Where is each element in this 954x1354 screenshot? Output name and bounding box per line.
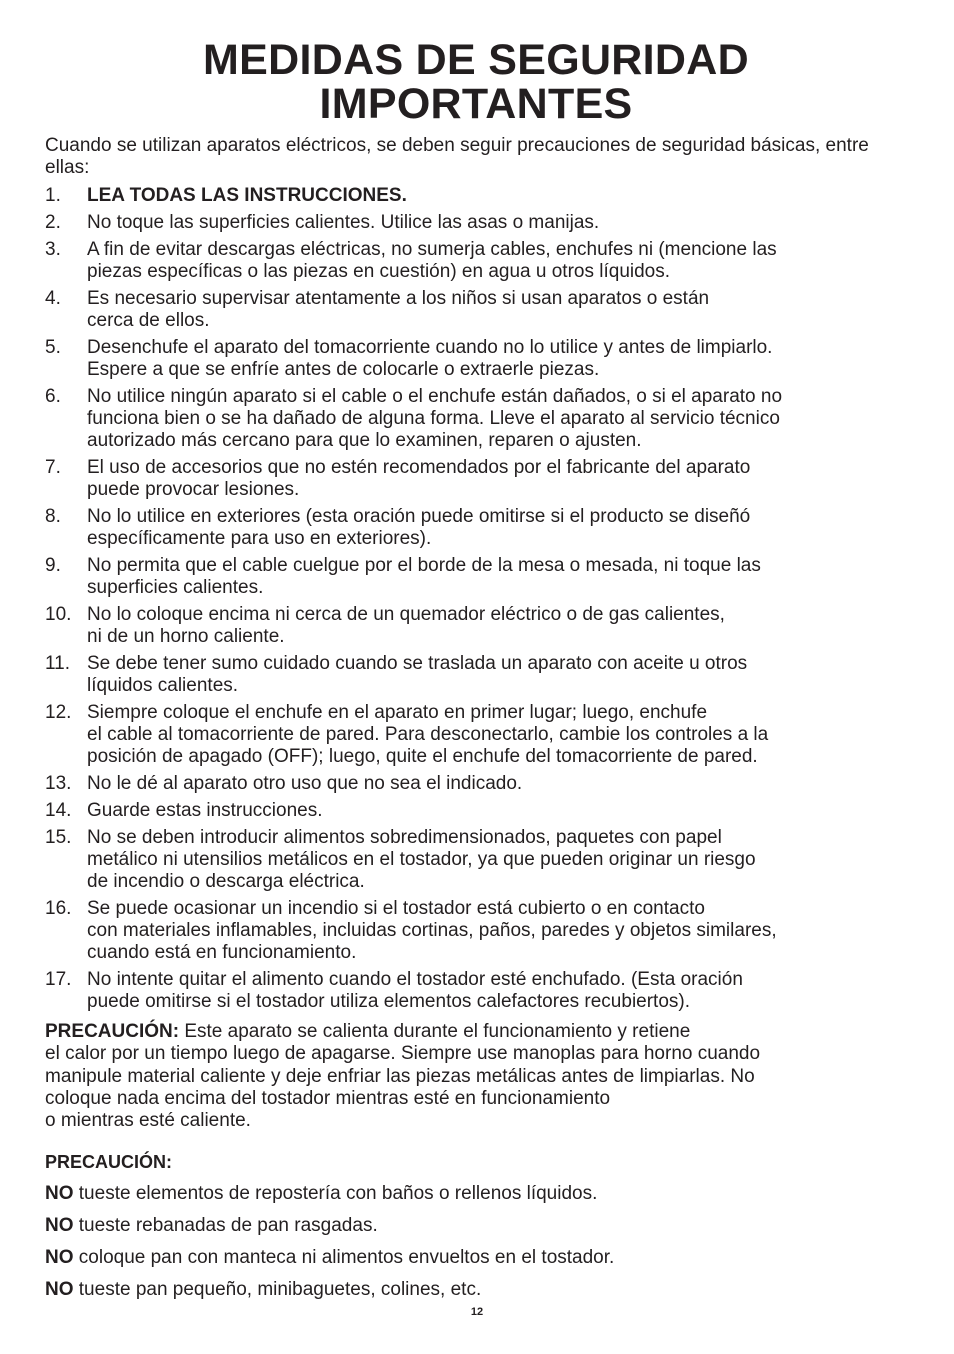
- no-keyword: NO: [45, 1215, 74, 1237]
- list-item-text: [87, 773, 522, 794]
- list-item-number: 9.: [45, 555, 61, 576]
- text-line: No se deben introducir alimentos sobredimensionados, paquetes con papel: [87, 827, 722, 848]
- text-line: manipule material caliente y deje enfriar las piezas metálicas antes de limpiarlas. No: [45, 1065, 755, 1087]
- text-line: coloque nada encima del tostador mientras esté en funcionamiento: [45, 1087, 611, 1109]
- no-item-text: tueste pan pequeño, minibaguetes, colines, etc.: [73, 1279, 482, 1301]
- text-line: Se puede ocasionar un incendio si el tostador está cubierto o en contacto: [87, 898, 705, 919]
- list-item-number: 4.: [45, 288, 61, 309]
- list-item-number: 3.: [45, 239, 61, 260]
- list-item: [45, 898, 907, 964]
- no-item-text: coloque pan con manteca ni alimentos envueltos en el tostador.: [73, 1247, 615, 1269]
- text-line: No le dé al aparato otro uso que no sea el indicado.: [87, 773, 523, 794]
- text-line: metálico ni utensilios metálicos en el tostador, ya que pueden originar un riesgo: [87, 849, 756, 870]
- no-item: [45, 1279, 907, 1301]
- list-item-text: [87, 604, 725, 647]
- no-list: [45, 1183, 907, 1301]
- page-number: 12: [470, 1306, 484, 1318]
- text-line: con materiales inflamables, incluidas cortinas, paños, paredes y objetos similares,: [87, 920, 777, 941]
- list-item: [45, 185, 907, 207]
- list-item-number: 15.: [45, 827, 72, 848]
- list-item-number: 5.: [45, 337, 61, 358]
- list-item-text: [87, 386, 782, 451]
- list-item-text: [87, 288, 709, 331]
- list-item-text: [87, 653, 747, 696]
- list-item: [45, 773, 907, 795]
- list-item-text: [87, 800, 323, 821]
- list-item: [45, 239, 907, 283]
- text-line: el calor por un tiempo luego de apagarse. Siempre use manoplas para horno cuando: [45, 1043, 761, 1065]
- list-item-number: 13.: [45, 773, 72, 794]
- text-line: LEA TODAS LAS INSTRUCCIONES.: [87, 185, 407, 206]
- page-title: [45, 38, 907, 126]
- text-line: específicamente para uso en exteriores).: [87, 528, 432, 549]
- list-item-text: [87, 212, 599, 233]
- intro-paragraph: Cuando se utilizan aparatos eléctricos, se deben seguir precauciones de seguridad básicas, entre ellas:: [45, 135, 869, 178]
- list-item: [45, 555, 907, 599]
- text-line: puede provocar lesiones.: [87, 479, 300, 500]
- caution-label: PRECAUCIÓN:: [45, 1021, 180, 1042]
- list-item: [45, 653, 907, 697]
- list-item: [45, 827, 907, 893]
- text-line: funciona bien o se ha dañado de alguna forma. Lleve el aparato al servicio técnico: [87, 408, 780, 429]
- list-item: [45, 604, 907, 648]
- no-item: [45, 1215, 907, 1237]
- list-item-number: 16.: [45, 898, 72, 919]
- list-item: [45, 386, 907, 452]
- text-line: No utilice ningún aparato si el cable o el enchufe están dañados, o si el aparato no: [87, 386, 783, 407]
- no-item: [45, 1247, 907, 1269]
- text-line: Este aparato se calienta durante el funcionamiento y retiene: [179, 1021, 691, 1042]
- text-line: Se debe tener sumo cuidado cuando se traslada un aparato con aceite u otros: [87, 653, 748, 674]
- text-line: Espere a que se enfríe antes de colocarle o extraerle piezas.: [87, 359, 600, 380]
- list-item-number: 7.: [45, 457, 61, 478]
- list-item: [45, 702, 907, 768]
- text-line: posición de apagado (OFF); luego, quite el enchufe del tomacorriente de pared.: [87, 746, 758, 767]
- text-line: Guarde estas instrucciones.: [87, 800, 323, 821]
- text-line: piezas específicas o las piezas en cuestión) en agua u otros líquidos.: [87, 261, 671, 282]
- text-line: No lo utilice en exteriores (esta oración puede omitirse si el producto se diseñó: [87, 506, 751, 527]
- no-keyword: NO: [45, 1247, 74, 1269]
- list-item-number: 6.: [45, 386, 61, 407]
- list-item-number: 1.: [45, 185, 61, 206]
- list-item: [45, 506, 907, 550]
- no-keyword: NO: [45, 1279, 74, 1301]
- list-item-text: [87, 898, 777, 963]
- list-item-text: [87, 337, 772, 380]
- list-item-number: 17.: [45, 969, 72, 990]
- text-line: de incendio o descarga eléctrica.: [87, 871, 365, 892]
- document-page: [45, 38, 907, 1301]
- list-item-text: [87, 702, 768, 767]
- caution-paragraph-1: [45, 1021, 907, 1132]
- list-item-number: 2.: [45, 212, 61, 233]
- title-line-2: IMPORTANTES: [319, 80, 633, 128]
- text-line: puede omitirse si el tostador utiliza elementos calefactores recubiertos).: [87, 991, 691, 1012]
- text-line: ni de un horno caliente.: [87, 626, 285, 647]
- text-line: Desenchufe el aparato del tomacorriente cuando no lo utilice y antes de limpiarlo.: [87, 337, 773, 358]
- list-item: [45, 337, 907, 381]
- text-line: cuando está en funcionamiento.: [87, 942, 357, 963]
- text-line: líquidos calientes.: [87, 675, 239, 696]
- text-line: No lo coloque encima ni cerca de un quemador eléctrico o de gas calientes,: [87, 604, 725, 625]
- text-line: autorizado más cercano para que lo examinen, reparen o ajusten.: [87, 430, 642, 451]
- list-item-text: [87, 506, 750, 549]
- text-line: No toque las superficies calientes. Utilice las asas o manijas.: [87, 212, 600, 233]
- caution-label-2: PRECAUCIÓN:: [45, 1152, 173, 1173]
- text-line: o mientras esté caliente.: [45, 1110, 251, 1132]
- list-item-number: 11.: [45, 653, 71, 674]
- text-line: Es necesario supervisar atentamente a los niños si usan aparatos o están: [87, 288, 710, 309]
- list-item-text: [87, 827, 756, 892]
- text-line: el cable al tomacorriente de pared. Para desconectarlo, cambie los controles a la: [87, 724, 769, 745]
- text-line: No permita que el cable cuelgue por el borde de la mesa o mesada, ni toque las: [87, 555, 761, 576]
- list-item-text: [87, 185, 407, 206]
- no-keyword: NO: [45, 1183, 74, 1205]
- no-item-text: tueste elementos de repostería con baños o rellenos líquidos.: [73, 1183, 598, 1205]
- title-line-1: MEDIDAS DE SEGURIDAD: [203, 36, 749, 84]
- list-item-number: 8.: [45, 506, 61, 527]
- list-item-text: [87, 239, 777, 282]
- safety-list: [45, 185, 907, 1013]
- list-item: [45, 212, 907, 234]
- list-item-number: 14.: [45, 800, 72, 821]
- list-item: [45, 800, 907, 822]
- caution-heading-2: [45, 1151, 907, 1173]
- text-line: No intente quitar el alimento cuando el tostador esté enchufado. (Esta oración: [87, 969, 743, 990]
- no-item: [45, 1183, 907, 1205]
- text-line: Siempre coloque el enchufe en el aparato en primer lugar; luego, enchufe: [87, 702, 708, 723]
- list-item-number: 10.: [45, 604, 72, 625]
- list-item-text: [87, 555, 761, 598]
- text-line: El uso de accesorios que no estén recomendados por el fabricante del aparato: [87, 457, 751, 478]
- list-item: [45, 457, 907, 501]
- text-line: A fin de evitar descargas eléctricas, no sumerja cables, enchufes ni (mencione las: [87, 239, 777, 260]
- text-line: superficies calientes.: [87, 577, 264, 598]
- list-item-number: 12.: [45, 702, 72, 723]
- list-item-text: [87, 969, 743, 1012]
- list-item: [45, 969, 907, 1013]
- list-item: [45, 288, 907, 332]
- no-item-text: tueste rebanadas de pan rasgadas.: [73, 1215, 378, 1237]
- list-item-text: [87, 457, 750, 500]
- text-line: cerca de ellos.: [87, 310, 210, 331]
